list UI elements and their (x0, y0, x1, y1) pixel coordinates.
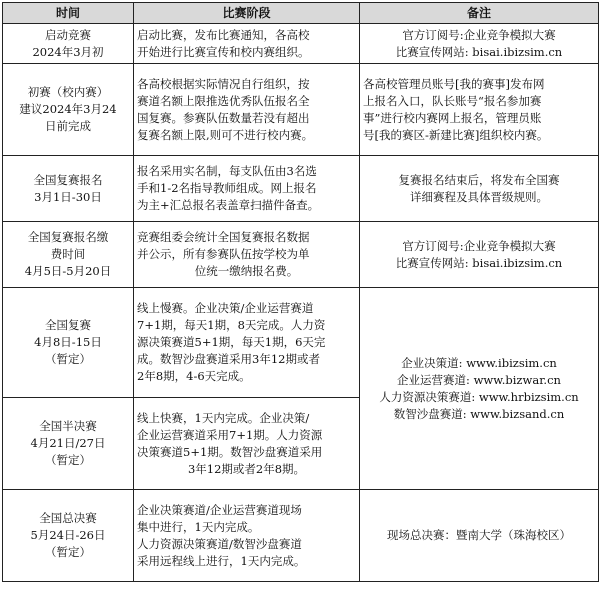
header-stage: 比赛阶段 (134, 3, 360, 24)
stage-line: 各高校根据实际情况自行组织，按 (137, 76, 310, 91)
stage-cell (134, 64, 360, 156)
stage-line: 企业运营赛道采用7+1期。人力资源 (137, 427, 323, 442)
time-line: 全国总决赛 (39, 511, 97, 525)
stage-line: 集中进行，1天内完成。 (137, 519, 260, 534)
stage-line: 报名采用实名制，每支队伍由3名选 (137, 164, 317, 178)
header-row (3, 3, 599, 24)
table-row (3, 490, 599, 582)
note-cell (360, 64, 599, 156)
note-line: 比赛宣传网站: bisai.ibizsim.cn (395, 44, 563, 59)
table-row (3, 64, 599, 156)
note-line: 各高校管理员账号[我的赛事]发布网 (363, 76, 545, 91)
stage-line: 启动比赛，发布比赛通知，各高校 (137, 27, 310, 42)
time-line: （暂定） (45, 352, 91, 366)
note-cell (360, 24, 599, 64)
merged-note-cell (360, 288, 599, 490)
stage-line: 复赛名额上限,则可不进行校内赛。 (137, 127, 314, 142)
note-line: 人力资源决策赛道: www.hrbizsim.cn (379, 389, 579, 404)
time-line: 5月24日-26日 (30, 528, 106, 542)
stage-line: 决策赛道5+1期。数智沙盘赛道采用 (137, 444, 323, 459)
note-line: 号[我的赛区-新建比赛]组织校内赛。 (363, 127, 549, 142)
time-line: 2024年3月初 (32, 44, 104, 59)
time-line: 启动竞赛 (45, 27, 91, 42)
stage-line: 源决策赛道5+1期，每天1期，6天完 (137, 335, 326, 349)
note-cell (360, 156, 599, 222)
time-line: 全国复赛报名 (33, 172, 103, 187)
note-line: 上报名入口，队长账号“报名参加赛 (363, 93, 542, 108)
stage-line: 人力资源决策赛道/数智沙盘赛道 (137, 536, 302, 551)
note-line: 详细赛程及具体晋级规则。 (410, 189, 548, 204)
stage-line: 企业决策赛道/企业运营赛道现场 (137, 502, 302, 517)
note-line: 企业决策道: www.ibizsim.cn (401, 355, 557, 370)
time-line: 日前完成 (45, 119, 91, 133)
time-line: 4月8日-15日 (34, 335, 102, 349)
note-line: 官方订阅号:企业竞争模拟大赛 (402, 27, 556, 42)
stage-line: 成。数智沙盘赛道采用3年12期或者 (137, 352, 320, 366)
stage-line: 7+1期，每天1期，8天完成。人力资 (137, 318, 326, 332)
time-line: 初赛（校内赛） (27, 85, 109, 99)
time-line: 全国复赛 (45, 318, 91, 332)
time-line: 3月1日-30日 (34, 189, 102, 204)
time-line: 费时间 (50, 247, 86, 261)
stage-line: 并公示，所有参赛队伍按学校为单 (137, 247, 310, 261)
stage-cell (134, 156, 360, 222)
header-note: 备注 (360, 3, 599, 24)
time-cell (3, 490, 134, 582)
stage-line: 竞赛组委会统计全国复赛报名数据 (137, 230, 310, 244)
stage-line: 2年8期，4-6天完成。 (137, 369, 251, 383)
stage-line: 为主+汇总报名表盖章扫描件备查。 (137, 198, 320, 212)
stage-line: 国复赛。参赛队伍数量若没有超出 (137, 110, 310, 125)
table-row (3, 222, 599, 288)
stage-line: 开始进行比赛宣传和校内赛组织。 (137, 44, 310, 59)
table-row (3, 156, 599, 222)
table-row (3, 24, 599, 64)
stage-line: 手和1-2名指导教师组成。网上报名 (137, 181, 317, 195)
note-line: 数智沙盘赛道: www.bizsand.cn (393, 406, 565, 421)
stage-cell (134, 490, 360, 582)
note-line: 企业运营赛道: www.bizwar.cn (397, 372, 561, 387)
time-line: 全国半决赛 (39, 419, 97, 433)
time-cell (3, 288, 134, 398)
note-cell (360, 222, 599, 288)
time-cell (3, 222, 134, 288)
time-line: （暂定） (45, 453, 91, 467)
stage-line: 3年12期或者2年8期。 (187, 461, 306, 476)
time-line: 全国复赛报名缴 (27, 230, 109, 244)
stage-cell (134, 288, 360, 398)
note-line: 官方订阅号:企业竞争模拟大赛 (402, 238, 556, 253)
time-cell (3, 64, 134, 156)
time-line: 4月5日-5月20日 (24, 264, 112, 278)
time-line: 4月21日/27日 (30, 436, 106, 450)
note-line: 比赛宣传网站: bisai.ibizsim.cn (395, 255, 563, 270)
stage-line: 采用远程线上进行，1天内完成。 (137, 553, 306, 568)
time-cell (3, 156, 134, 222)
stage-line: 线上慢赛。企业决策/企业运营赛道 (137, 301, 314, 315)
header-time: 时间 (3, 3, 134, 24)
stage-cell (134, 222, 360, 288)
stage-cell (134, 24, 360, 64)
time-line: 建议2024年3月24 (19, 102, 117, 116)
note-line: 现场总决赛：暨南大学（珠海校区） (387, 528, 571, 542)
schedule-table (2, 2, 599, 582)
stage-line: 位统一缴纳报名费。 (194, 264, 299, 278)
note-line: 事”进行校内赛网上报名，管理员账 (363, 110, 542, 125)
time-line: （暂定） (45, 545, 91, 559)
time-cell (3, 24, 134, 64)
table-row (3, 288, 599, 398)
note-line: 复赛报名结束后，将发布全国赛 (398, 172, 560, 187)
stage-line: 赛道名额上限推选优秀队伍报名全 (137, 93, 310, 108)
time-cell (3, 398, 134, 490)
stage-line: 线上快赛，1天内完成。企业决策/ (137, 410, 310, 425)
stage-cell (134, 398, 360, 490)
note-cell (360, 490, 599, 582)
